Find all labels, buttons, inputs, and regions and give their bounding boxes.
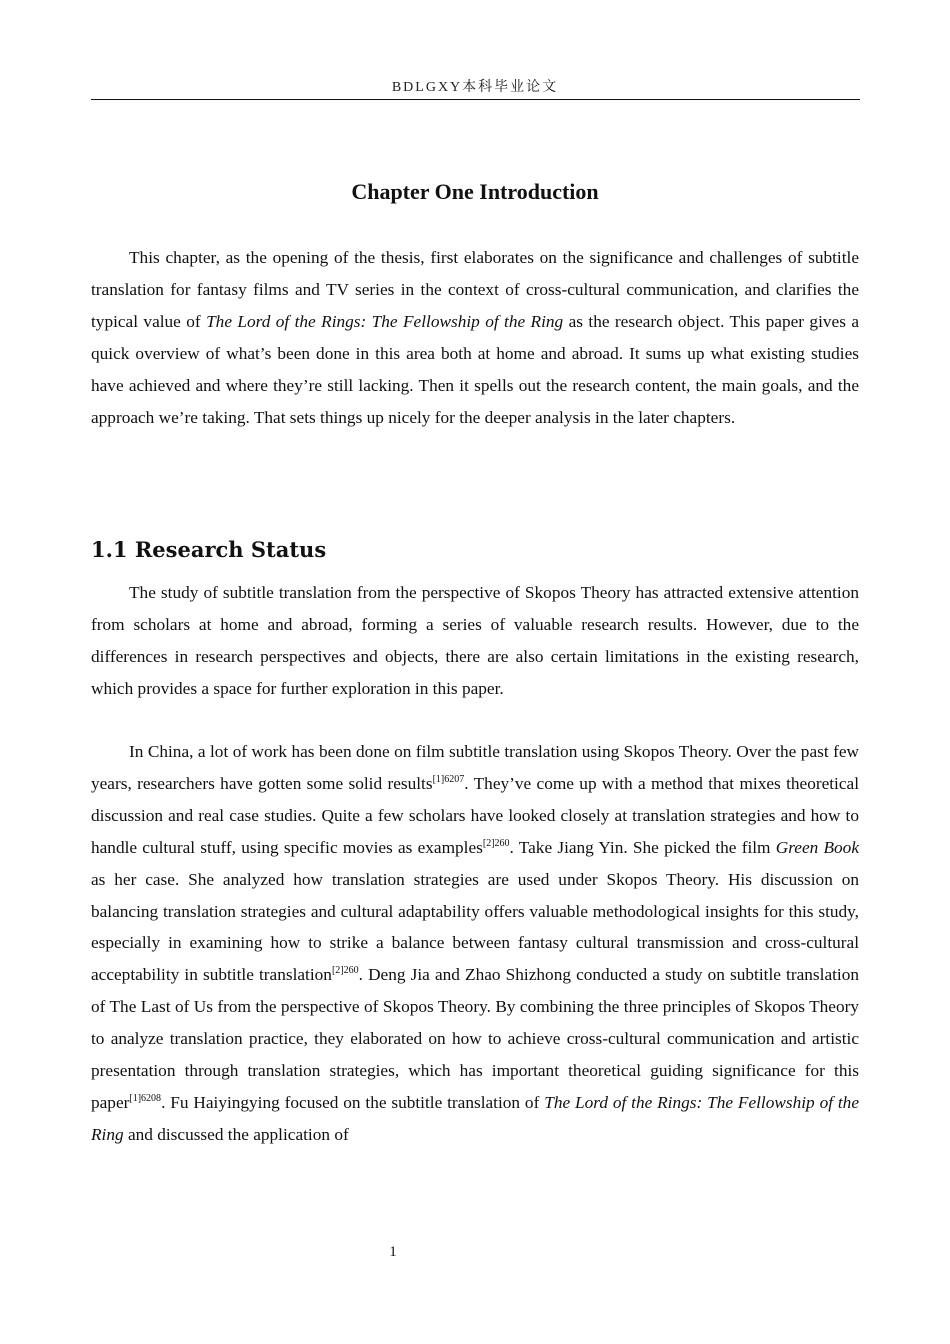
citation-superscript: [2]260 (331, 965, 359, 977)
paragraph-text: In China, a lot of work has been done on film subtitle translation using Skopos Theory. Over the past few years, researchers have gotten some solid results (91, 742, 859, 793)
header-rule (91, 99, 860, 100)
research-status-paragraph-1: The study of subtitle translation from the perspective of Skopos Theory has attracted extensive attention from scholars at home and abroad, forming a series of valuable research results. However, due to the differences in research perspectives and objects, there are also certain limitations in the existing research, which provides a space for further exploration in this paper. (91, 583, 859, 698)
paragraph-text: . Take Jiang Yin. She picked the film (509, 837, 776, 857)
chapter-title: Chapter One Introduction (351, 179, 599, 204)
paragraph-text: as her case. She analyzed how translation strategies are used under Skopos Theory. His discussion on balancing translation strategies and cultural adaptability offers valuable methodological insights for this study, especially in examining how to strike a balance between fantasy cultural transmission and cross-cultural acceptability in subtitle translation (91, 869, 859, 985)
intro-work-title: The Lord of the Rings: The Fellowship of the Ring (206, 311, 564, 331)
intro-text-2: as the research object. This paper gives a quick overview of what’s been done in this area both at home and abroad. It sums up what existing studies have achieved and where they’re still lacking. Then it spells out the research content, the main goals, and the approach we’re taking. That sets things up nicely for the deeper analysis in the later chapters. (91, 311, 859, 427)
paragraph-text: and discussed the application of (123, 1124, 349, 1144)
intro-paragraph (91, 242, 859, 433)
work-title: The Lord of the Rings: The Fellowship of the Ring (91, 1092, 859, 1144)
running-header: BDLGXY本科毕业论文 (391, 80, 559, 95)
citation-superscript: [2]260 (482, 837, 510, 849)
paragraph-text: . Deng Jia and Zhao Shizhong conducted a study on subtitle translation of The Last of Us from the perspective of Skopos Theory. By combining the three principles of Skopos Theory to analyze translation practice, they elaborated on how to achieve cross-cultural communication and artistic presentation through translation strategies, which has important theoretical guiding significance for this paper (91, 965, 859, 1112)
citation-superscript: [1]6208 (129, 1092, 162, 1104)
paragraph-text: . Fu Haiyingying focused on the subtitle translation of (161, 1092, 545, 1112)
citation-superscript: [1]6207 (432, 773, 465, 785)
film-title: Green Book (775, 837, 859, 857)
research-status-paragraph-2 (91, 736, 859, 1151)
page-number: 1 (389, 1244, 397, 1260)
section-title: 1.1 Research Status (91, 537, 327, 562)
intro-text-1: This chapter, as the opening of the thesis, first elaborates on the significance and challenges of subtitle translation for fantasy films and TV series in the context of cross-cultural communication, and clarifies the typical value of (91, 248, 859, 331)
paragraph-text: . They’ve come up with a method that mixes theoretical discussion and real case studies. Quite a few scholars have looked closely at translation strategies and how to handle cultural stuff, using specific movies as examples (91, 773, 860, 857)
